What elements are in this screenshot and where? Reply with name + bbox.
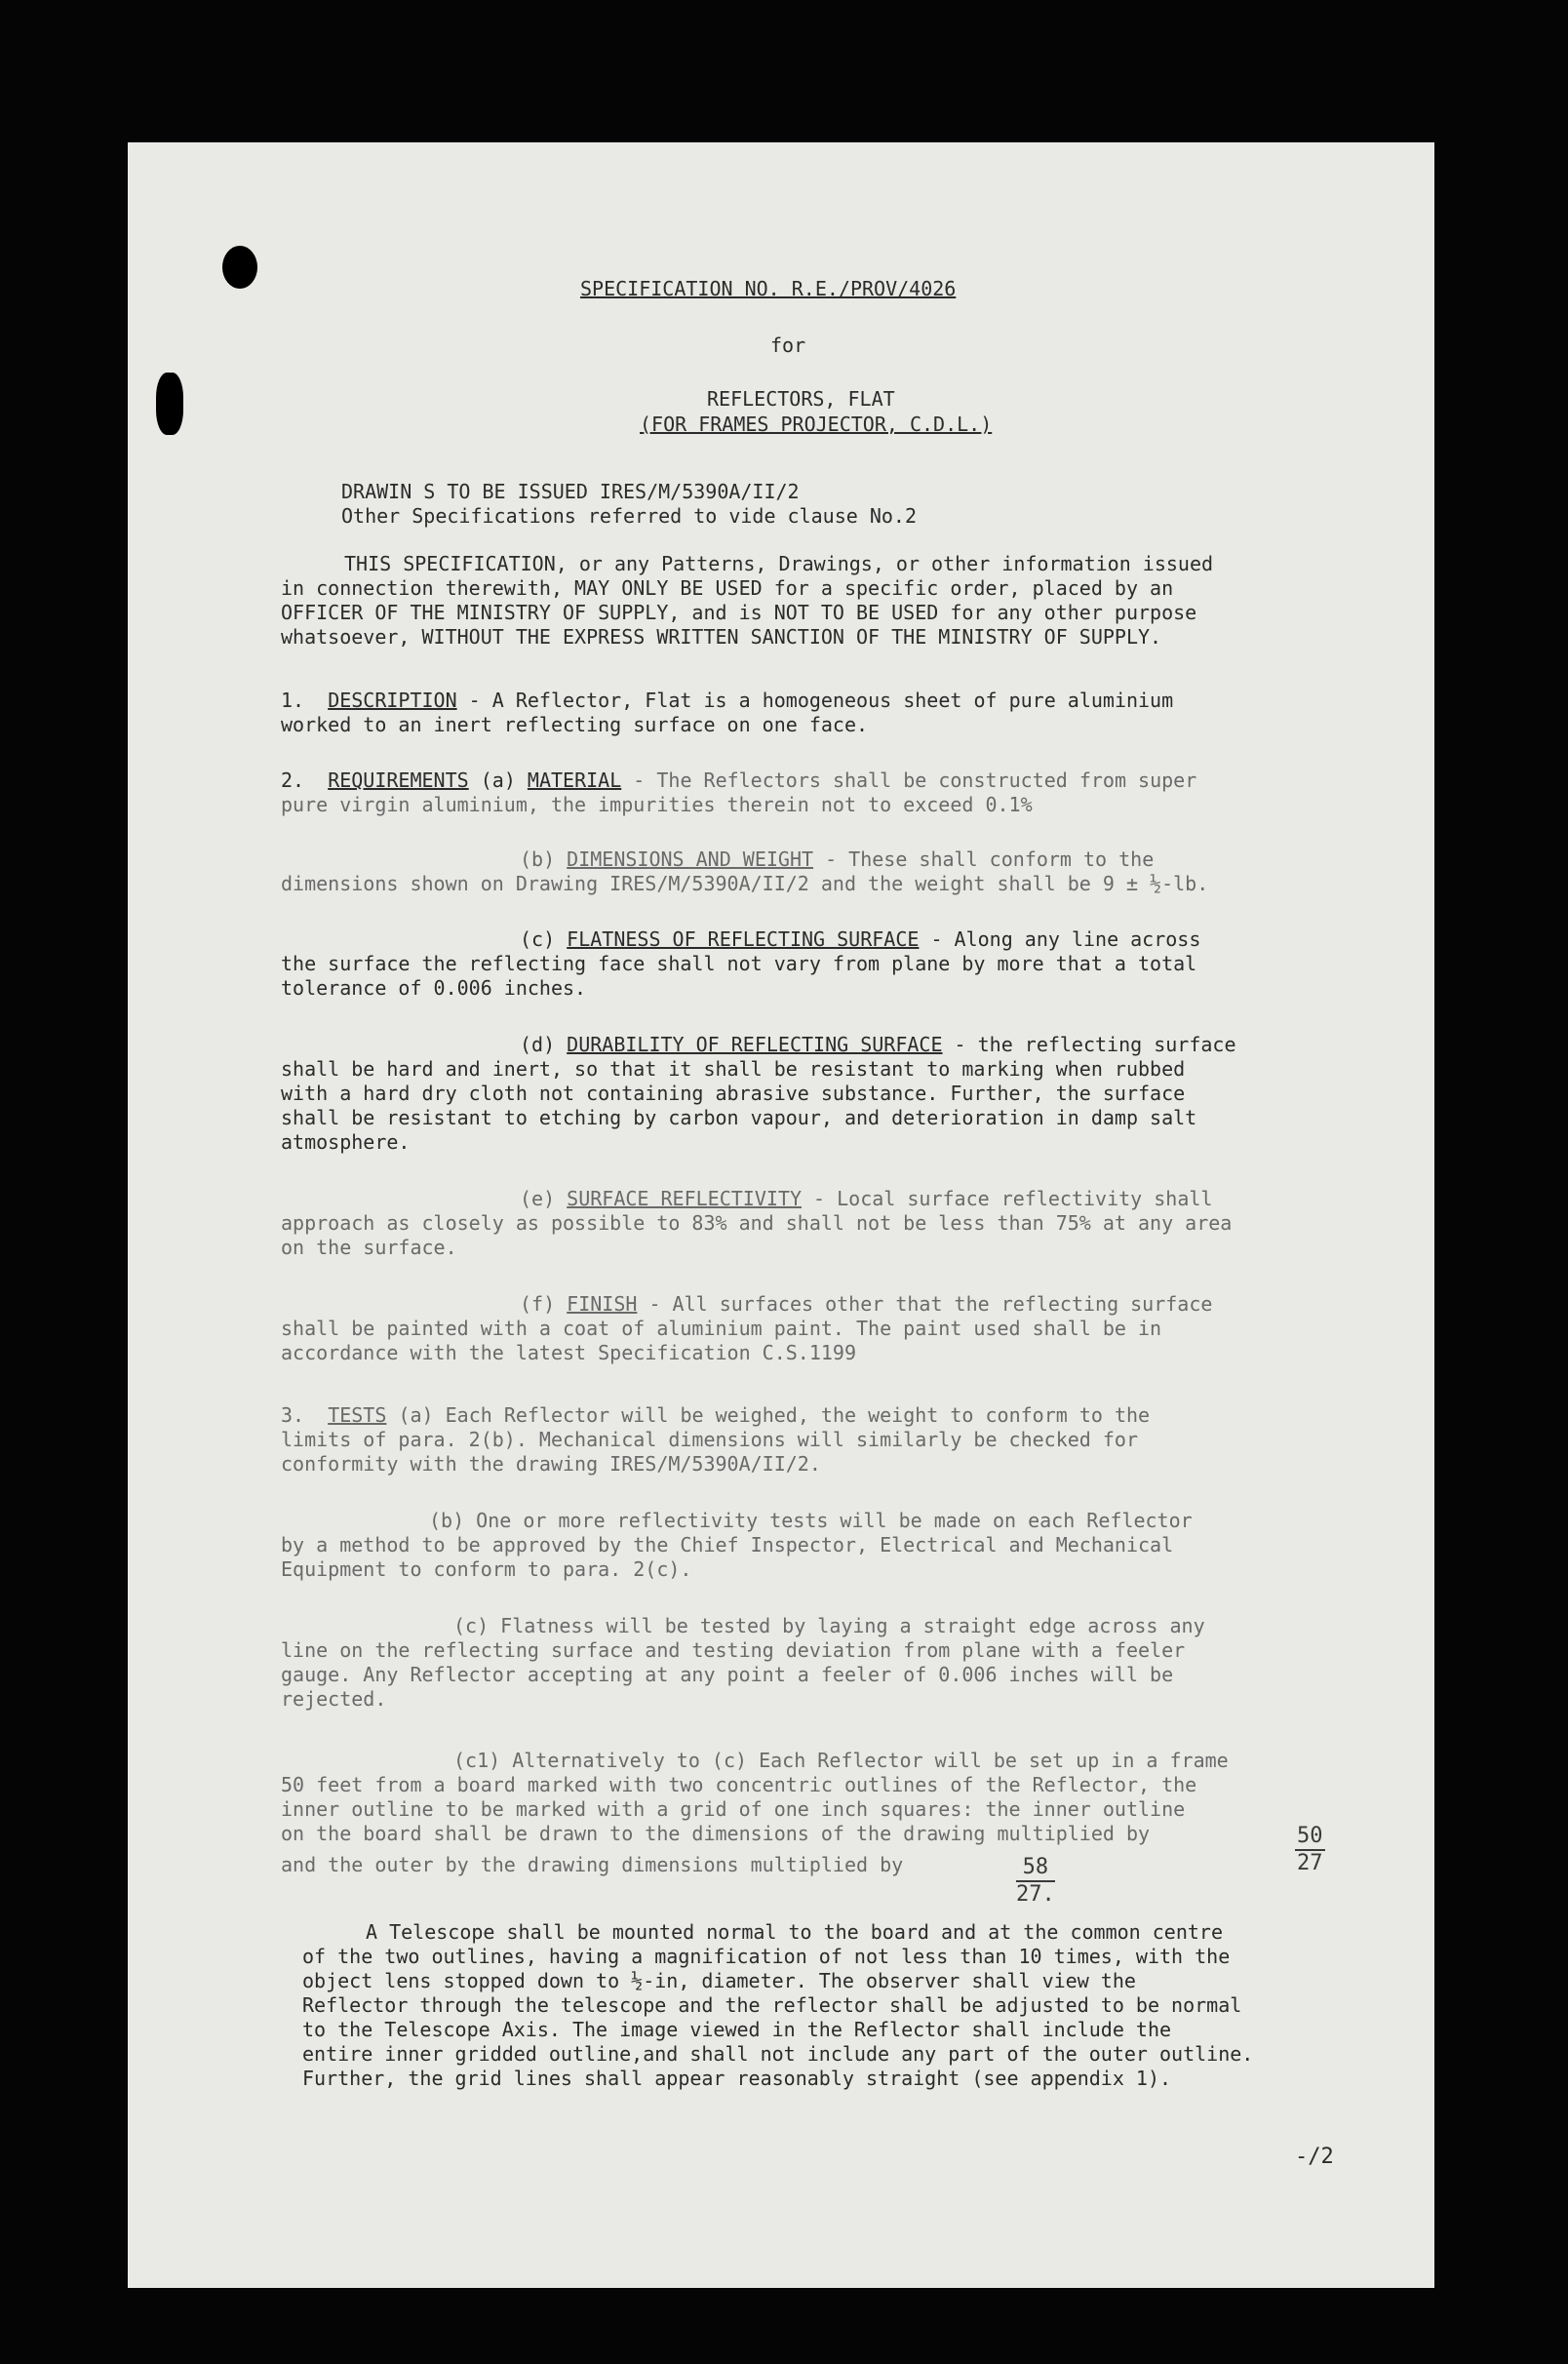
section-heading: REQUIREMENTS <box>328 768 469 792</box>
clause-text: - the reflecting surface <box>942 1033 1236 1056</box>
clause-label: (a) <box>398 1403 434 1427</box>
spec-item-subtitle: (FOR FRAMES PROJECTOR, C.D.L.) <box>640 413 993 436</box>
drawings-line: DRAWIN S TO BE ISSUED IRES/M/5390A/II/2 <box>341 480 800 503</box>
section-text: - A Reflector, Flat is a homogeneous sheet of pure aluminium <box>456 689 1174 712</box>
section-2c <box>520 928 1200 951</box>
fraction-58-27 <box>1016 1855 1055 1908</box>
clause-text: and the outer by the drawing dimensions multiplied by <box>281 1853 904 1876</box>
clause-text: inner outline to be marked with a grid of one inch squares: the inner outline <box>281 1797 1186 1821</box>
clause-text: - All surfaces other that the reflecting surface <box>637 1292 1213 1316</box>
page-continuation: -/2 <box>1295 2145 1334 2169</box>
spec-for: for <box>770 334 806 357</box>
paragraph-line: entire inner gridded outline,and shall not include any part of the outer outline. <box>302 2042 1254 2066</box>
clause-text: atmosphere. <box>281 1130 411 1154</box>
clause-heading: FLATNESS OF REFLECTING SURFACE <box>567 927 920 951</box>
clause-text: line on the reflecting surface and testing deviation from plane with a feeler <box>281 1638 1186 1662</box>
fraction-50-27 <box>1295 1824 1325 1876</box>
notice-line: in connection therewith, MAY ONLY BE USED for a specific order, placed by an <box>281 576 1174 600</box>
fraction-denominator: 27 <box>1297 1851 1323 1875</box>
section-number: 3. <box>281 1403 305 1427</box>
clause-heading: SURFACE REFLECTIVITY <box>567 1187 802 1210</box>
clause-text: shall be resistant to etching by carbon vapour, and deterioration in damp salt <box>281 1106 1197 1129</box>
clause-text: on the board shall be drawn to the dimensions of the drawing multiplied by <box>281 1822 1151 1845</box>
punch-hole-top <box>222 246 257 289</box>
clause-heading: FINISH <box>567 1292 638 1316</box>
spec-item-title: REFLECTORS, FLAT <box>707 387 895 411</box>
clause-label: (b) <box>520 847 556 871</box>
clause-text: (c1) Alternatively to (c) Each Reflector will be set up in a frame <box>453 1749 1229 1772</box>
clause-text: conformity with the drawing IRES/M/5390A/II/2. <box>281 1452 821 1476</box>
section-heading: DESCRIPTION <box>328 689 457 712</box>
section-2b <box>520 848 1154 871</box>
clause-heading: MATERIAL <box>527 768 622 792</box>
section-2d <box>520 1034 1236 1056</box>
clause-text: limits of para. 2(b). Mechanical dimensions will similarly be checked for <box>281 1428 1138 1451</box>
clause-text: - Local surface reflectivity shall <box>802 1187 1213 1210</box>
clause-text: rejected. <box>281 1687 387 1711</box>
clause-text: the surface the reflecting face shall not vary from plane by more that a total <box>281 952 1197 975</box>
clause-heading: DIMENSIONS AND WEIGHT <box>567 847 814 871</box>
paragraph-line: Reflector through the telescope and the reflector shall be adjusted to be normal <box>302 1993 1242 2017</box>
clause-text: Equipment to conform to para. 2(c). <box>281 1557 692 1581</box>
other-specs-line: Other Specifications referred to vide clause No.2 <box>341 504 918 528</box>
section-2f <box>520 1293 1212 1316</box>
paragraph-line: Further, the grid lines shall appear reasonably straight (see appendix 1). <box>302 2067 1172 2090</box>
notice-line: THIS SPECIFICATION, or any Patterns, Drawings, or other information issued <box>344 552 1214 575</box>
section-3a <box>281 1404 1150 1427</box>
clause-text: - Along any line across <box>919 927 1201 951</box>
paragraph-line: object lens stopped down to ½-in, diameter. The observer shall view the <box>302 1969 1136 1992</box>
section-2a <box>281 769 1196 792</box>
clause-text: by a method to be approved by the Chief Inspector, Electrical and Mechanical <box>281 1533 1174 1556</box>
section-2e <box>520 1188 1212 1210</box>
fraction-denominator: 27. <box>1016 1882 1055 1907</box>
clause-text: (b) One or more reflectivity tests will be made on each Reflector <box>429 1509 1193 1532</box>
spec-number: SPECIFICATION NO. R.E./PROV/4026 <box>580 277 957 300</box>
clause-text: shall be hard and inert, so that it shall be resistant to marking when rubbed <box>281 1057 1186 1081</box>
clause-text: - These shall conform to the <box>813 847 1155 871</box>
clause-label: (c) <box>520 927 556 951</box>
section-text: worked to an inert reflecting surface on one face. <box>281 713 869 736</box>
paragraph-line: A Telescope shall be mounted normal to the board and at the common centre <box>366 1920 1223 1944</box>
clause-text: approach as closely as possible to 83% and shall not be less than 75% at any area <box>281 1211 1233 1235</box>
section-number: 1. <box>281 689 305 712</box>
clause-text: - The Reflectors shall be constructed from super <box>621 768 1197 792</box>
clause-text: accordance with the latest Specification C.S.1199 <box>281 1341 857 1364</box>
clause-label: (a) <box>480 768 516 792</box>
clause-label: (e) <box>520 1187 556 1210</box>
section-1 <box>281 690 1173 712</box>
notice-line: OFFICER OF THE MINISTRY OF SUPPLY, and is NOT TO BE USED for any other purpose <box>281 601 1197 624</box>
clause-text: tolerance of 0.006 inches. <box>281 976 587 1000</box>
clause-text: gauge. Any Reflector accepting at any point a feeler of 0.006 inches will be <box>281 1663 1174 1686</box>
punch-hole-left <box>156 373 183 435</box>
section-number: 2. <box>281 768 305 792</box>
clause-text: (c) Flatness will be tested by laying a straight edge across any <box>453 1614 1205 1637</box>
clause-text: 50 feet from a board marked with two concentric outlines of the Reflector, the <box>281 1773 1197 1796</box>
fraction-numerator: 58 <box>1016 1855 1055 1882</box>
paragraph-line: to the Telescope Axis. The image viewed in the Reflector shall include the <box>302 2018 1172 2041</box>
clause-text: shall be painted with a coat of aluminium paint. The paint used shall be in <box>281 1317 1162 1340</box>
clause-label: (f) <box>520 1292 556 1316</box>
clause-label: (d) <box>520 1033 556 1056</box>
clause-text: pure virgin aluminium, the impurities therein not to exceed 0.1% <box>281 793 1033 816</box>
notice-line: whatsoever, WITHOUT THE EXPRESS WRITTEN SANCTION OF THE MINISTRY OF SUPPLY. <box>281 625 1162 649</box>
clause-text: on the surface. <box>281 1236 457 1259</box>
clause-text: dimensions shown on Drawing IRES/M/5390A/II/2 and the weight shall be 9 ± ½-lb. <box>281 872 1209 895</box>
paragraph-line: of the two outlines, having a magnification of not less than 10 times, with the <box>302 1945 1231 1968</box>
section-heading: TESTS <box>328 1403 387 1427</box>
clause-text: Each Reflector will be weighed, the weight to conform to the <box>433 1403 1151 1427</box>
clause-text: with a hard dry cloth not containing abrasive substance. Further, the surface <box>281 1082 1186 1105</box>
fraction-numerator: 50 <box>1295 1824 1325 1851</box>
clause-heading: DURABILITY OF REFLECTING SURFACE <box>567 1033 943 1056</box>
